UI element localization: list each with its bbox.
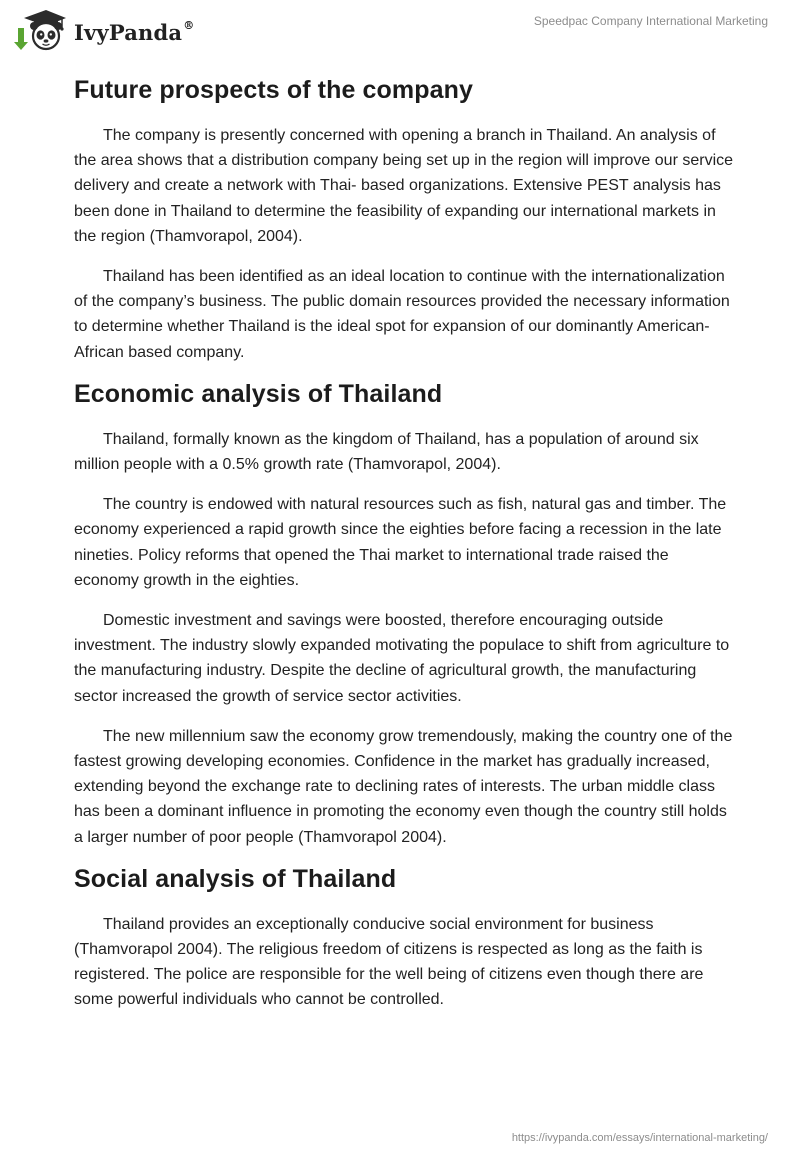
paragraph: Thailand has been identified as an ideal location to continue with the internationalization of the company’s business. The public domain resources provided the necessary information to determine whether Thailand is the ideal spot for expansion of our dominantly American-African based company.: [74, 268, 730, 361]
brand-name: IvyPanda®: [74, 18, 195, 45]
paragraph: The company is presently concerned with opening a branch in Thailand. An analysis of the area shows that a distribution company being set up in the region will improve our service delivery and create a network with Thai- based organizations. Extensive PEST analysis has been done in Thailand to determine the feasibility of expanding our international markets in the region (Thamvorapol, 2004).: [74, 127, 734, 245]
section-heading: Social analysis of Thailand: [74, 864, 397, 893]
paragraph: Domestic investment and savings were boosted, therefore encouraging outside investment. The industry slowly expanded motivating the populace to shift from agriculture to the manufacturing industry. Despite the decline of agricultural growth, the manufacturing sector increased the growth of service sector activities.: [74, 612, 730, 705]
paragraph: Thailand provides an exceptionally conducive social environment for business (Thamvorapol 2004). The religious freedom of citizens is respected as long as the faith is registered. The police are responsible for the well being of citizens even though there are some powerful individuals who cannot be controlled.: [74, 915, 704, 1009]
paragraph: Thailand, formally known as the kingdom of Thailand, has a population of around six million people with a 0.5% growth rate (Thamvorapol, 2004).: [74, 430, 699, 474]
paragraph: The new millennium saw the economy grow tremendously, making the country one of the fastest growing developing economies. Confidence in the market has gradually increased, extending beyond the exchange rate to declining rates of interests. The urban middle class has been a dominant influence in promoting the economy even though the country still holds a larger number of poor people (Thamvorapol 2004).: [74, 727, 733, 846]
source-url-link[interactable]: https://ivypanda.com/essays/international-marketing/: [511, 1132, 768, 1144]
page-header: [0, 0, 800, 60]
registered-mark: ®: [183, 18, 195, 32]
panda-graduate-icon: [14, 8, 66, 52]
essay-body: [74, 70, 734, 1013]
section-heading: Economic analysis of Thailand: [74, 379, 443, 408]
section-heading: Future prospects of the company: [74, 76, 473, 104]
brand-logo[interactable]: [14, 8, 194, 52]
document-title: Speedpac Company International Marketing: [533, 14, 768, 28]
paragraph: The country is endowed with natural resources such as fish, natural gas and timber. The economy experienced a rapid growth since the eighties before facing a recession in the late nineties. Policy reforms that opened the Thai market to international trade raised the economy growth in the eighties.: [74, 496, 727, 589]
